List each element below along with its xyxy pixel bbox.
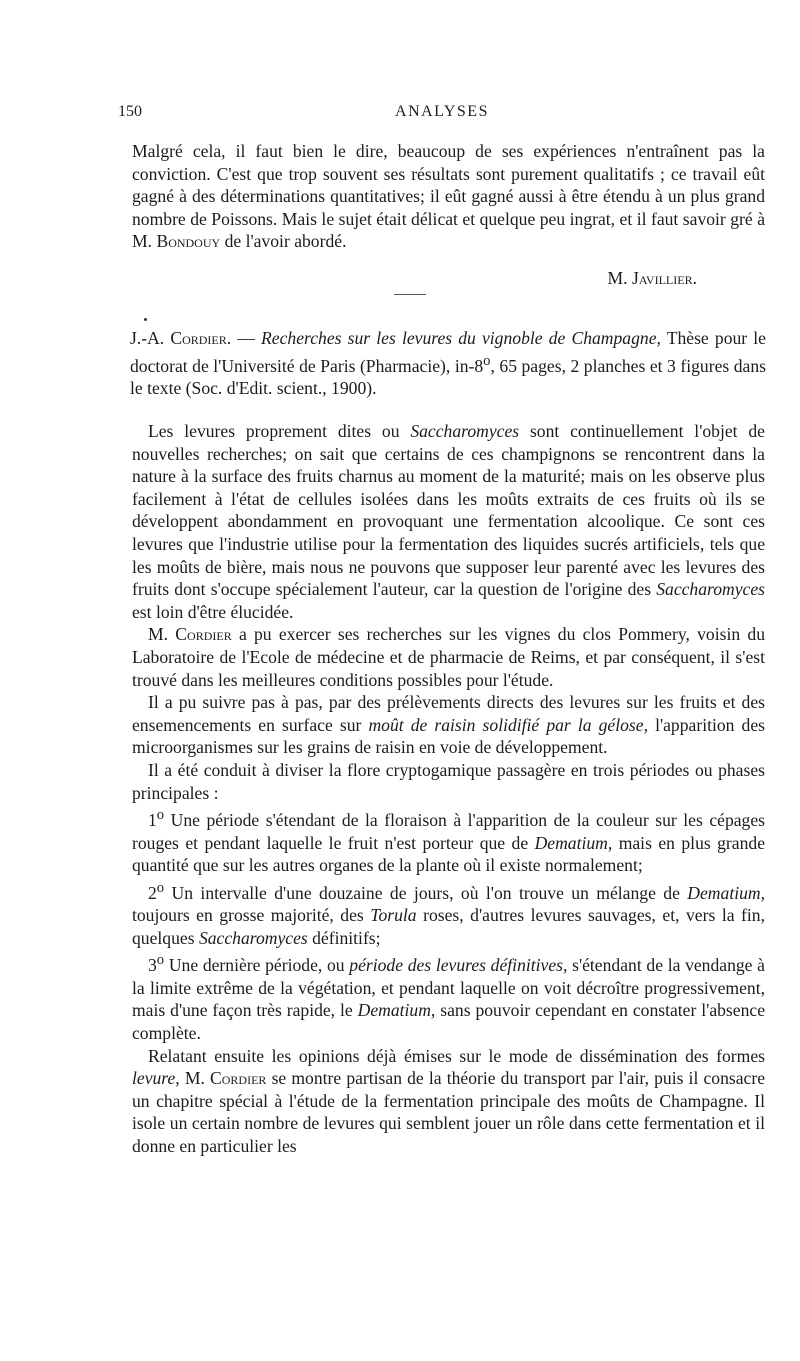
continuation-paragraph (132, 140, 765, 253)
author-name: Bondouy (156, 231, 221, 252)
bibliographic-reference: J.-A. Cordier. — Recherches sur les levures du vignoble de Champagne, Thèse pour le doctorat de l'Université de Paris (Pharmacie), in-8$^o$, 65 pages, 2 planches et 3 figures dans le texte (Soc. d'Edit. scient., 1900). (130, 328, 766, 399)
section-divider (394, 294, 426, 295)
list-item: 1$^o$ Une période s'étendant de la floraison à l'apparition de la couleur sur les cépages rouges et pendant laquelle le fruit n'est porteur que de Dematium, mais en plus grande quantité que sur les autres organes de la plante où il existe normalement; (132, 807, 766, 876)
stray-mark (144, 318, 147, 321)
paragraph: M. Cordier a pu exercer ses recherches sur les vignes du clos Pommery, voisin du Laboratoire de l'Ecole de médecine et de pharmacie de Reims, et par conséquent, il s'est trouvé dans les meilleures conditions possibles pour l'étude. (132, 624, 765, 690)
reference-author: J.-A. Cordier. (130, 328, 232, 348)
page-header (118, 103, 766, 127)
list-item: 3$^o$ Une dernière période, ou période des levures définitives, s'étendant de la vendange à la limite extrême de la végétation, et pendant laquelle on voit décroître progressivement, mais d'une façon très rapide, le Dematium, sans pouvoir cependant en constater l'absence complète. (132, 952, 765, 1044)
review-body (132, 420, 765, 1158)
reference-title: Recherches sur les levures du vignoble de Champagne, (261, 328, 661, 348)
running-head: ANALYSES (395, 103, 489, 120)
paragraph: Il a été conduit à diviser la flore cryptogamique passagère en trois périodes ou phases principales : (132, 759, 765, 803)
paragraph: Relatant ensuite les opinions déjà émises sur le mode de dissémination des formes levure, M. Cordier se montre partisan de la théorie du transport par l'air, puis il consacre un chapitre spécial à l'étude de la fermentation principale des moûts de Champagne. Il isole un certain nombre de levures qui semblent jouer un rôle dans cette fermentation et il donne en particulier les (132, 1045, 766, 1156)
paragraph: Les levures proprement dites ou Saccharomyces sont continuellement l'objet de nouvelles recherches; on sait que certains de ces champignons se rencontrent dans la nature à la surface des fruits charnus au moment de la maturité; mais on les observe plus facilement à l'état de cellules isolées dans les moûts extraits de ces fruits où ils se développent abondamment en provoquant une fermentation alcoolique. Ce sont ces levures que l'industrie utilise pour la fermentation des liquides sucrés artificiels, tels que les moûts de bière, mais nous ne pouvons que supposer leur parenté avec les levures des fruits dont s'occupe spécialement l'auteur, car la question de l'origine des Saccharomyces est loin d'être élucidée. (132, 421, 765, 622)
signature: M. Javillier. (607, 268, 697, 288)
paragraph: Il a pu suivre pas à pas, par des prélèvements directs des levures sur les fruits et des ensemencements en surface sur moût de raisin solidifié par la gélose, l'apparition des microorganismes sur les grains de raisin en voie de développement. (132, 692, 765, 758)
page-number: 150 (118, 103, 142, 120)
paragraph: Malgré cela, il faut bien le dire, beaucoup de ses expériences n'entraînent pas la conviction. C'est que trop souvent ses résultats sont purement qualitatifs ; ce travail eût gagné à des déterminations quantitatives; il eût gagné aussi à être étendu à un plus grand nombre de Poissons. Mais le sujet était délicat et quelque peu ingrat, et il faut savoir gré à M. Bondouy de l'avoir abordé. (132, 141, 765, 252)
list-item: 2$^o$ Un intervalle d'une douzaine de jours, où l'on trouve un mélange de Dematium, toujours en grosse majorité, des Torula roses, d'autres levures sauvages, et, vers la fin, quelques Saccharomyces définitifs; (132, 879, 765, 948)
